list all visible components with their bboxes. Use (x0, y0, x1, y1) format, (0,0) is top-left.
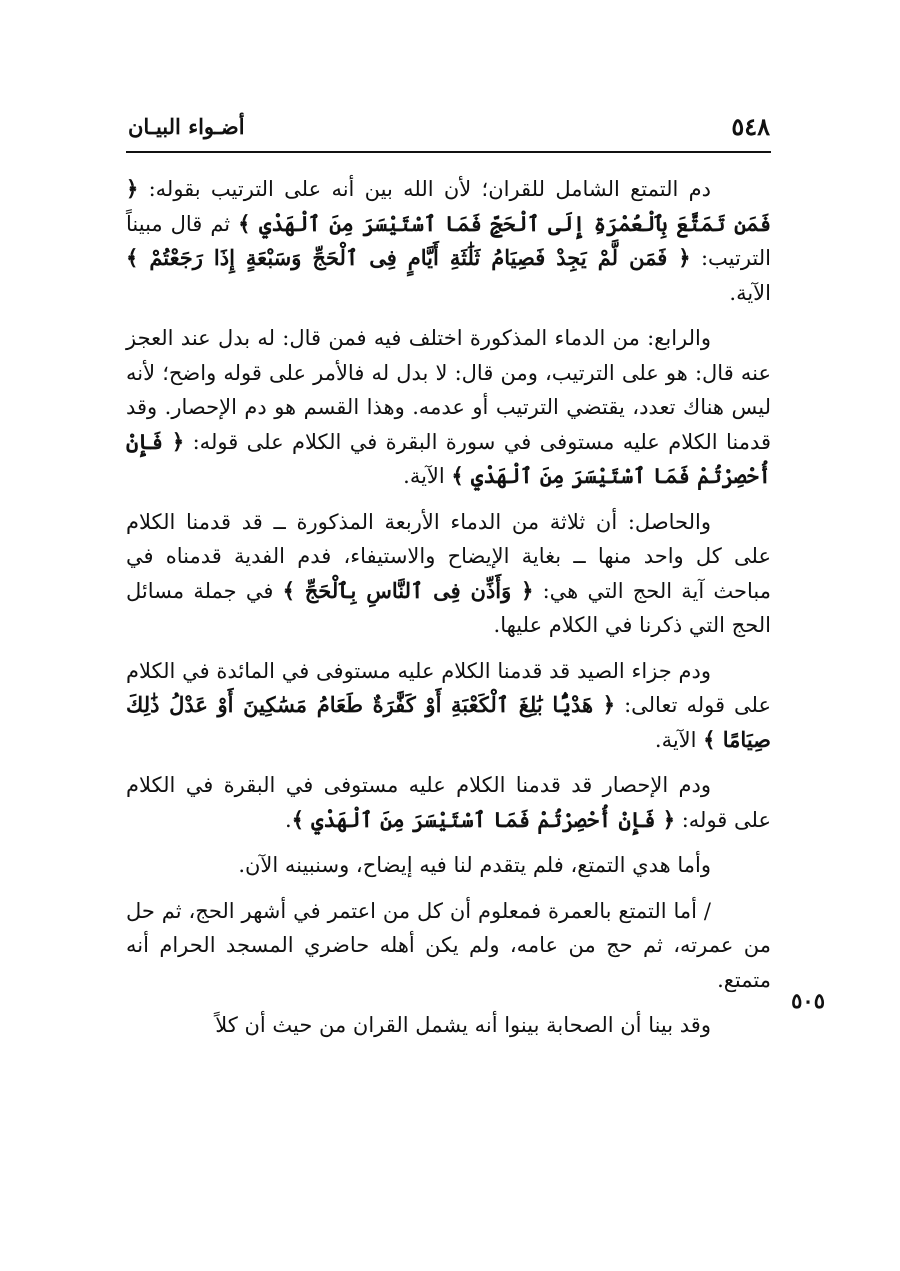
text-run: والرابع: من الدماء المذكورة اختلف فيه فمن قال: له بدل عند العجز عنه قال: هو على الترتيب، ومن قال: لا بدل له فالأمر على قوله واضح؛ لأنه ليس هناك تعدد، يقتضي الترتيب أو عدمه. وهذا القسم هو دم الإحصار. وقد قدمنا الكلام عليه مستوفى في سورة البقرة في الكلام على قوله: (126, 326, 772, 454)
paragraph-3 (126, 505, 771, 643)
text-run: والحاصل: أن ثلاثة من الدماء الأربعة المذكورة ــ قد قدمنا الكلام على كل واحد منها ــ بغاية الإيضاح والاستيفاء، فدم الفدية قدمناه في مباحث آية الحج التي هي: (126, 509, 771, 603)
text-run: ثم قال مبيناً الترتيب: (126, 211, 772, 270)
paragraph-1 (126, 172, 771, 310)
page-number: ٥٤٨ (731, 112, 770, 141)
running-title: أضـواء البيـان (128, 114, 245, 139)
text-run: ودم جزاء الصيد قد قدمنا الكلام عليه مستوفى في المائدة في الكلام على قوله تعالى: (126, 658, 771, 717)
text-run: في جملة مسائل الحج التي ذكرنا في الكلام عليها. (126, 578, 771, 637)
text-run: وأما هدي التمتع، فلم يتقدم لنا فيه إيضاح، وسنبينه الآن. (238, 853, 711, 877)
quran-verse: ﴿ فَمَن لَّمْ يَجِدْ فَصِيَامُ ثَلَٰثَةِ أَيَّامٍ فِى ٱلْحَجِّ وَسَبْعَةٍ إِذَا رَجَعْتُمْ ﴾ (126, 245, 691, 270)
text-run: / أما التمتع بالعمرة فمعلوم أن كل من اعتمر في أشهر الحج، ثم حل من عمرته، ثم حج من عامه، ولم يكن أهله حاضري المسجد الحرام أنه متمتع. (126, 898, 771, 992)
text-run: وقد بينا أن الصحابة بينوا أنه يشمل القران من حيث أن كلاً (215, 1013, 711, 1037)
original-page-number: ٥٠٥ (791, 988, 825, 1013)
paragraph-8 (126, 1008, 771, 1043)
text-run: الآية. (729, 280, 771, 305)
text-run: . (284, 807, 292, 832)
quran-verse: ﴿ فَإِنْ أُحْصِرْتُمْ فَمَا ٱسْتَيْسَرَ مِنَ ٱلْهَدْيِ ﴾ (291, 806, 676, 832)
paragraph-5 (126, 768, 771, 837)
body-text (126, 172, 771, 1054)
text-run: دم التمتع الشامل للقران؛ لأن الله بين أنه على الترتيب بقوله: (138, 177, 711, 201)
text-run: الآية. (403, 464, 452, 488)
paragraph-7 (126, 894, 771, 998)
quran-verse: ﴿ وَأَذِّن فِى ٱلنَّاسِ بِٱلْحَجِّ ﴾ (282, 577, 534, 603)
header-rule (126, 151, 771, 153)
paragraph-4 (126, 654, 771, 758)
quran-verse: ﴿ هَدْيًۢا بَٰلِغَ ٱلْكَعْبَةِ أَوْ كَفَّٰرَةٌ طَعَامُ مَسَٰكِينَ أَوْ عَدْلُ ذَٰلِكَ صِيَامًا ﴾ (126, 692, 771, 752)
paragraph-6 (126, 848, 771, 883)
text-run: ودم الإحصار قد قدمنا الكلام عليه مستوفى في البقرة في الكلام على قوله: (126, 773, 771, 832)
quran-verse: ﴿ فَإِنْ أُحْصِرْتُمْ فَمَا ٱسْتَيْسَرَ مِنَ ٱلْهَدْيِ ﴾ (126, 428, 771, 488)
page-header (128, 112, 770, 148)
paragraph-2 (126, 321, 771, 494)
quran-verse: ﴿ فَمَن تَمَتَّعَ بِٱلْعُمْرَةِ إِلَى ٱلْحَجِّ فَمَا ٱسْتَيْسَرَ مِنَ ٱلْهَدْيِ ﴾ (126, 176, 772, 236)
text-run: الآية. (654, 727, 704, 752)
